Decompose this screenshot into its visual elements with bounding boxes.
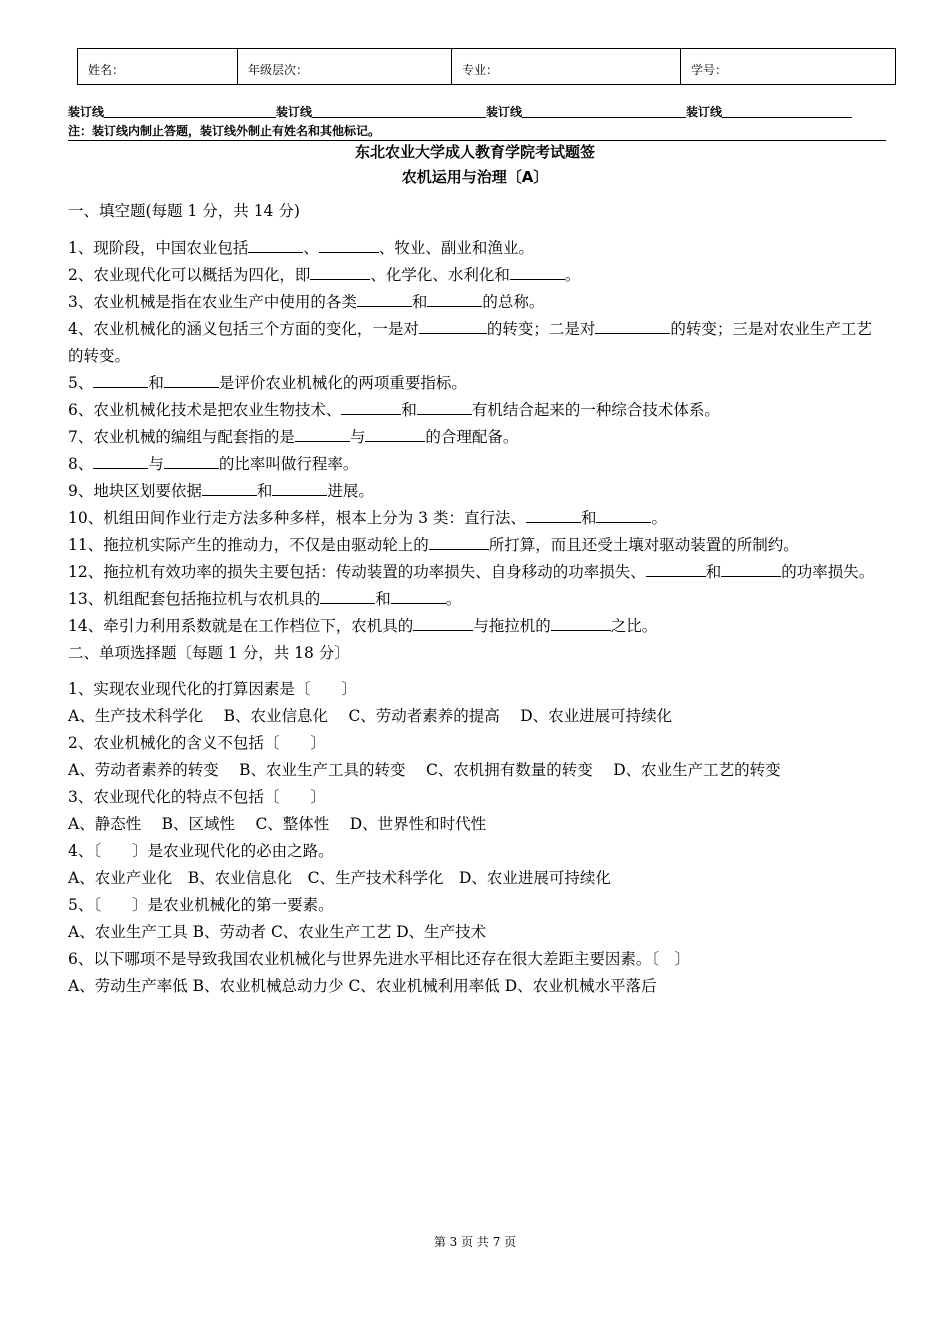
course-title: 农机运用与治理〔A〕 (401, 168, 549, 186)
choice-options-3: A、静态性 B、区域性 C、整体性 D、世界性和时代性 (68, 815, 487, 833)
choice-options-2: A、劳动者素养的转变 B、农业生产工具的转变 C、农机拥有数量的转变 D、农业生产工艺的转变 (68, 761, 781, 779)
name-field[interactable]: 姓名： (78, 49, 238, 84)
answer-blank[interactable] (721, 559, 781, 577)
fill-question-8: 8、 与 的比率叫做行程率。 (68, 451, 886, 478)
page-number: 第 3 页 共 7 页 (433, 1235, 517, 1249)
answer-blank[interactable] (595, 316, 670, 334)
answer-blank[interactable] (391, 586, 446, 604)
answer-blank[interactable] (429, 532, 489, 550)
binding-label: 装订线 (486, 105, 523, 119)
answer-blank[interactable] (419, 316, 487, 334)
fill-question-14: 14、牵引力利用系数就是在工作档位下，农机具的 与拖拉机的 之比。 (68, 613, 886, 640)
answer-blank[interactable] (341, 397, 401, 415)
choice-options-6: A、劳动生产率低 B、农业机械总动力少 C、农业机械利用率低 D、农业机械水平落后 (68, 977, 657, 995)
answer-blank[interactable] (357, 289, 412, 307)
exam-content (68, 198, 886, 1000)
fill-question-6: 6、农业机械化技术是把农业生物技术、 和 有机结合起来的一种综合技术体系。 (68, 397, 886, 424)
answer-blank[interactable] (526, 505, 581, 523)
binding-line (68, 105, 886, 120)
answer-blank[interactable] (427, 289, 482, 307)
binding-line-area (68, 105, 886, 141)
answer-blank[interactable] (164, 451, 219, 469)
section-heading: 二、单项选择题〔每题 1 分，共 18 分〕 (68, 644, 350, 662)
answer-blank[interactable] (248, 235, 303, 253)
choice-options-4: A、农业产业化 B、农业信息化 C、生产技术科学化 D、农业进展可持续化 (68, 869, 611, 887)
choice-options-1: A、生产技术科学化 B、农业信息化 C、劳动者素养的提高 D、农业进展可持续化 (68, 707, 673, 725)
binding-note: 注：装订线内制止答题，装订线外制止有姓名和其他标记。 (68, 122, 886, 141)
answer-blank[interactable] (510, 262, 565, 280)
student-info-table (77, 48, 896, 85)
fill-question-5: 5、 和 是评价农业机械化的两项重要指标。 (68, 370, 886, 397)
binding-label: 装订线 (276, 105, 313, 119)
choice-question-1: 1、实现农业现代化的打算因素是〔 〕 (68, 680, 357, 698)
answer-blank[interactable] (164, 370, 219, 388)
choice-question-5: 5、〔 〕是农业机械化的第一要素。 (68, 896, 334, 914)
choice-question-6: 6、以下哪项不是导致我国农业机械化与世界先进水平相比还存在很大差距主要因素。〔 〕 (68, 950, 691, 968)
answer-blank[interactable] (310, 262, 370, 280)
answer-blank[interactable] (272, 478, 327, 496)
answer-blank[interactable] (202, 478, 257, 496)
choice-question-4: 4、〔 〕是农业现代化的必由之路。 (68, 842, 334, 860)
exam-title: 东北农业大学成人教育学院考试题签 (354, 143, 595, 161)
choice-question-2: 2、农业机械化的含义不包括〔 〕 (68, 734, 326, 752)
choice-options-5: A、农业生产工具 B、劳动者 C、农业生产工艺 D、生产技术 (68, 923, 487, 941)
answer-blank[interactable] (646, 559, 706, 577)
fill-question-2: 2、农业现代化可以概括为四化，即 、化学化、水利化和 。 (68, 262, 886, 289)
answer-blank[interactable] (93, 370, 148, 388)
fill-question-9: 9、地块区划要依据 和 进展。 (68, 478, 886, 505)
answer-blank[interactable] (413, 613, 473, 631)
answer-blank[interactable] (365, 424, 425, 442)
fill-question-3: 3、农业机械是指在农业生产中使用的各类 和 的总称。 (68, 289, 886, 316)
choice-question-3: 3、农业现代化的特点不包括〔 〕 (68, 788, 326, 806)
answer-blank[interactable] (596, 505, 651, 523)
fill-question-1: 1、现阶段，中国农业包括 、 、牧业、副业和渔业。 (68, 235, 886, 262)
fill-question-4: 4、农业机械化的涵义包括三个方面的变化，一是对 的转变；二是对 的转变；三是对农业生产工艺的转变。 (68, 316, 886, 370)
binding-label: 装订线 (68, 105, 105, 119)
binding-label: 装订线 (686, 105, 723, 119)
answer-blank[interactable] (551, 613, 611, 631)
answer-blank[interactable] (93, 451, 148, 469)
answer-blank[interactable] (417, 397, 472, 415)
fill-question-11: 11、拖拉机实际产生的推动力，不仅是由驱动轮上的 所打算，而且还受土壤对驱动装置的所制约。 (68, 532, 886, 559)
fill-question-7: 7、农业机械的编组与配套指的是 与 的合理配备。 (68, 424, 886, 451)
fill-question-10: 10、机组田间作业行走方法多种多样，根本上分为 3 类：直行法、 和 。 (68, 505, 886, 532)
answer-blank[interactable] (295, 424, 350, 442)
major-field[interactable]: 专业： (452, 49, 681, 84)
grade-level-field[interactable]: 年级层次： (238, 49, 452, 84)
section-heading: 一、填空题(每题 1 分，共 14 分) (68, 202, 300, 220)
fill-question-12: 12、拖拉机有效功率的损失主要包括：传动装置的功率损失、自身移动的功率损失、 和 的功率损失。 (68, 559, 886, 586)
answer-blank[interactable] (320, 586, 375, 604)
student-id-field[interactable]: 学号： (691, 63, 728, 77)
answer-blank[interactable] (319, 235, 379, 253)
fill-question-13: 13、机组配套包括拖拉机与农机具的 和 。 (68, 586, 886, 613)
